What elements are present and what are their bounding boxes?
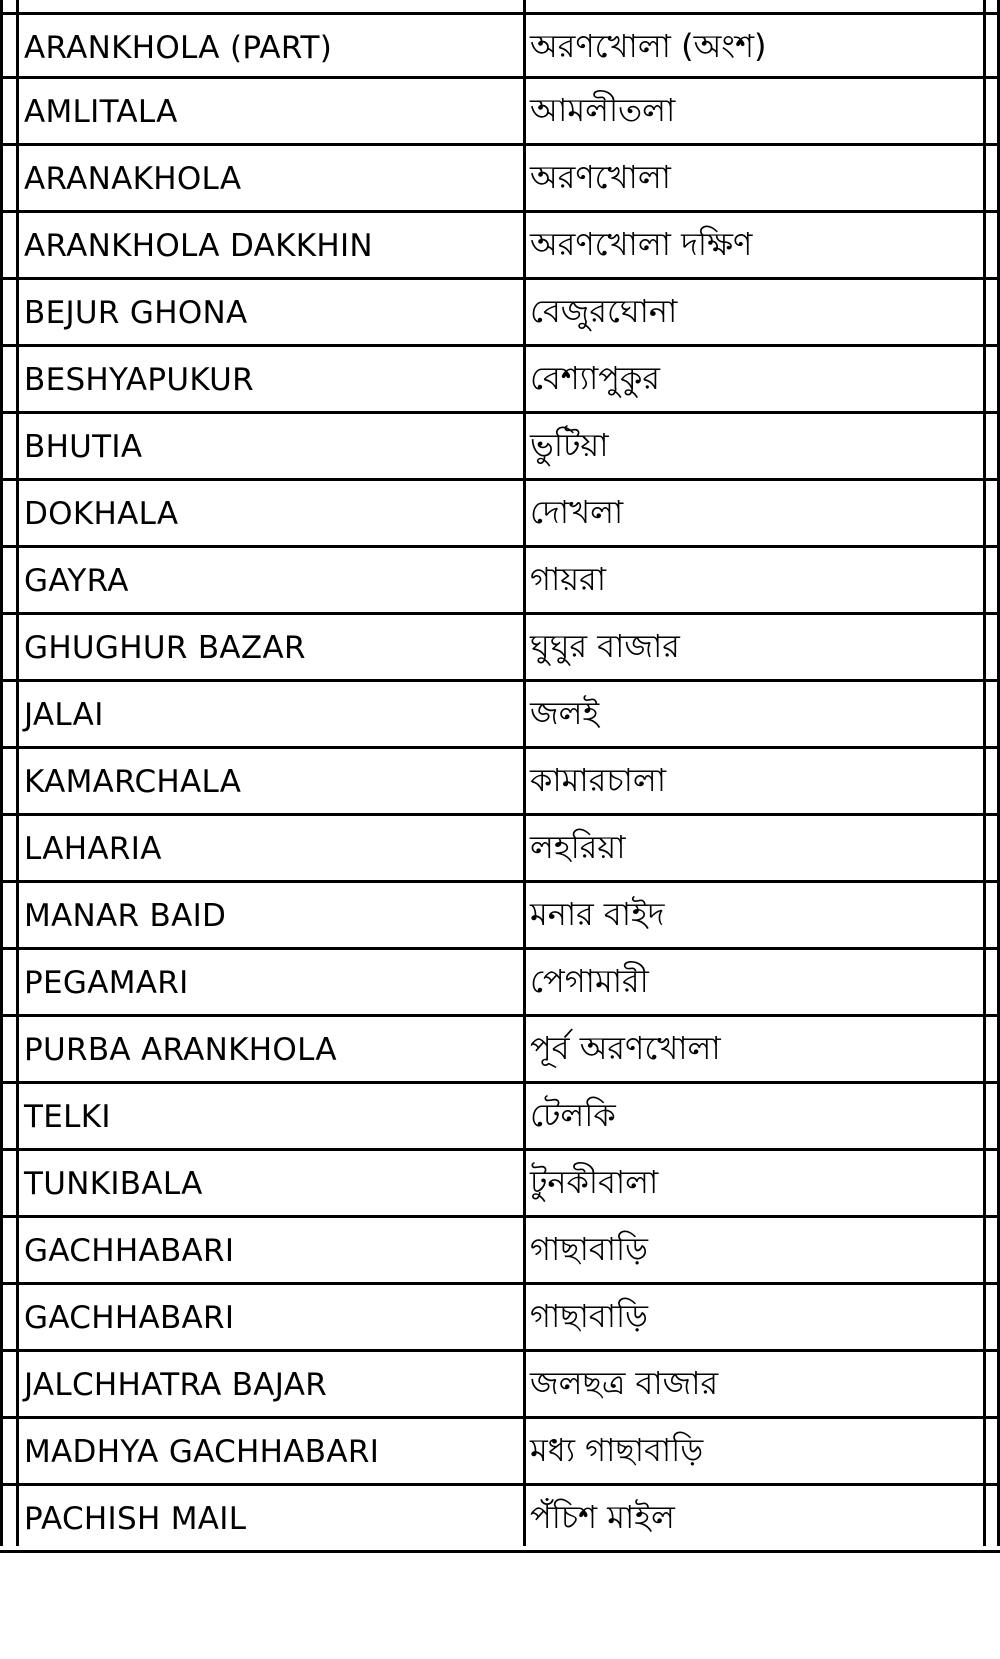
table-row — [0, 481, 1000, 548]
table-row — [0, 347, 1000, 414]
bengali-name-cell: মধ্য গাছাবাড়ি — [530, 1431, 704, 1469]
english-name-cell: JALCHHATRA BAJAR — [24, 1367, 328, 1403]
bengali-name-cell: গাছাবাড়ি — [530, 1230, 649, 1268]
english-name-cell: PURBA ARANKHOLA — [24, 1032, 337, 1068]
table-row — [0, 749, 1000, 816]
table-row — [0, 280, 1000, 347]
bengali-name-cell: টেলকি — [530, 1096, 616, 1134]
english-name-cell: GACHHABARI — [24, 1233, 235, 1269]
table-row — [0, 816, 1000, 883]
english-name-cell: JALAI — [24, 697, 104, 733]
bengali-name-cell: গাছাবাড়ি — [530, 1297, 649, 1335]
place-name-table — [0, 12, 1000, 1553]
bengali-name-cell: টুনকীবালা — [530, 1163, 659, 1201]
bengali-name-cell: বেশ্যাপুকুর — [530, 359, 660, 397]
bengali-name-cell: দোখলা — [530, 493, 624, 531]
table-row — [0, 1218, 1000, 1285]
english-name-cell: GHUGHUR BAZAR — [24, 630, 306, 666]
table-row — [0, 79, 1000, 146]
bengali-name-cell: বেজুরঘোনা — [530, 292, 678, 330]
english-name-cell: KAMARCHALA — [24, 764, 242, 800]
english-name-cell: AMLITALA — [24, 94, 178, 130]
bengali-name-cell: পেগামারী — [530, 962, 649, 1000]
table-row — [0, 883, 1000, 950]
english-name-cell: LAHARIA — [24, 831, 162, 867]
english-name-cell: BHUTIA — [24, 429, 143, 465]
table-row — [0, 1084, 1000, 1151]
table-row — [0, 146, 1000, 213]
table-row — [0, 1352, 1000, 1419]
english-name-cell: MANAR BAID — [24, 898, 227, 934]
english-name-cell: ARANAKHOLA — [24, 161, 242, 197]
table-row — [0, 950, 1000, 1017]
bengali-name-cell: জলই — [530, 694, 600, 732]
bengali-name-cell: অরণখোলা — [530, 158, 671, 196]
bengali-name-cell: অরণখোলা দক্ষিণ — [530, 225, 753, 263]
bengali-name-cell: পূর্ব অরণখোলা — [530, 1029, 721, 1067]
english-name-cell: ARANKHOLA (PART) — [24, 30, 333, 66]
english-name-cell: BESHYAPUKUR — [24, 362, 254, 398]
bengali-name-cell: আমলীতলা — [530, 91, 676, 129]
english-name-cell: DOKHALA — [24, 496, 179, 532]
english-name-cell: GAYRA — [24, 563, 129, 599]
table-row — [0, 414, 1000, 481]
bengali-name-cell: ঘুঘুর বাজার — [530, 627, 680, 665]
bengali-name-cell: গায়রা — [530, 560, 606, 598]
table-row — [0, 213, 1000, 280]
table-row — [0, 682, 1000, 749]
bengali-name-cell: কামারচালা — [530, 761, 666, 799]
bengali-name-cell: মনার বাইদ — [530, 895, 665, 933]
table-row — [0, 1017, 1000, 1084]
bengali-name-cell: পঁচিশ মাইল — [530, 1498, 675, 1536]
table-row — [0, 1151, 1000, 1218]
table-row — [0, 1285, 1000, 1352]
bengali-name-cell: অরণখোলা (অংশ) — [530, 27, 767, 65]
table-row — [0, 615, 1000, 682]
table-row — [0, 548, 1000, 615]
english-name-cell: GACHHABARI — [24, 1300, 235, 1336]
bengali-name-cell: লহরিয়া — [530, 828, 626, 866]
table-row — [0, 1486, 1000, 1553]
table-row — [0, 12, 1000, 79]
english-name-cell: PACHISH MAIL — [24, 1501, 247, 1537]
english-name-cell: TUNKIBALA — [24, 1166, 203, 1202]
english-name-cell: ARANKHOLA DAKKHIN — [24, 228, 373, 264]
english-name-cell: BEJUR GHONA — [24, 295, 248, 331]
english-name-cell: TELKI — [24, 1099, 111, 1135]
bengali-name-cell: ভুটিয়া — [530, 426, 609, 464]
english-name-cell: PEGAMARI — [24, 965, 189, 1001]
bengali-name-cell: জলছত্র বাজার — [530, 1364, 719, 1402]
english-name-cell: MADHYA GACHHABARI — [24, 1434, 380, 1470]
table-row — [0, 1419, 1000, 1486]
